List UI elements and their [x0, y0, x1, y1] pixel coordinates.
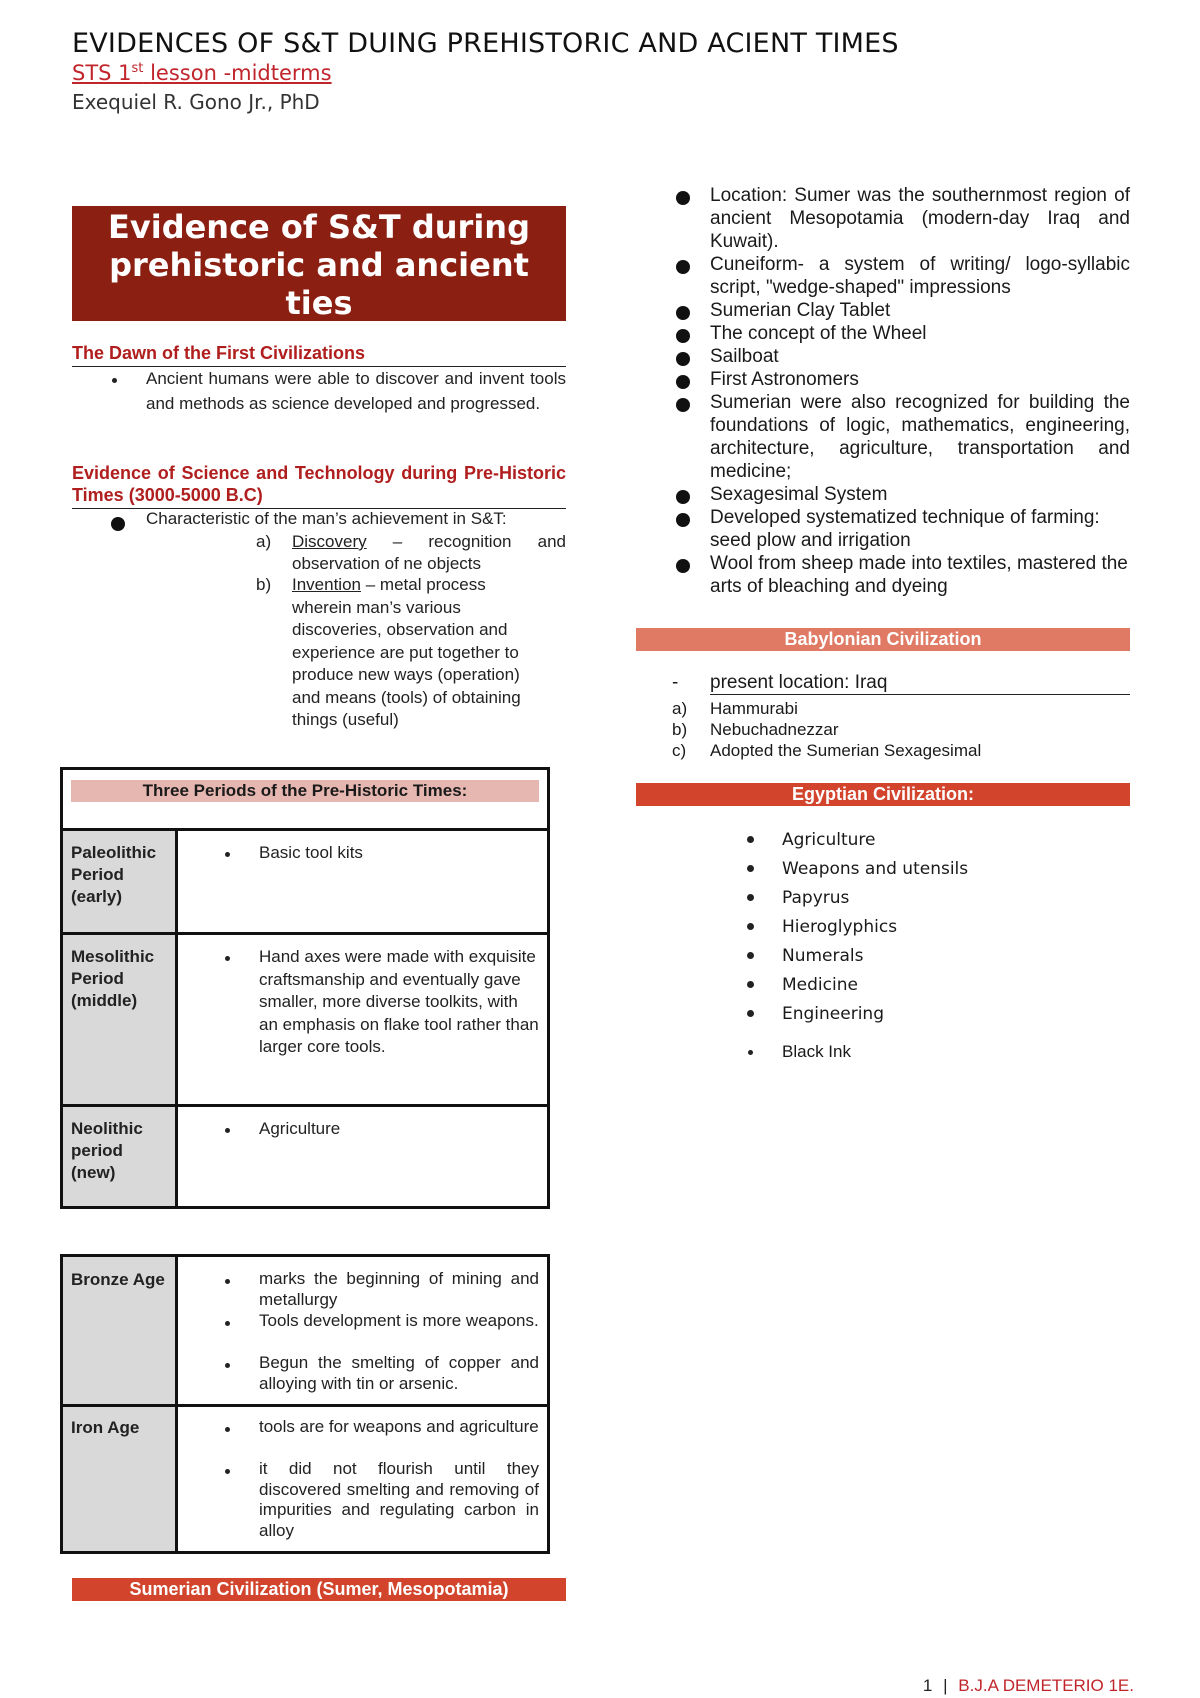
egyptian-list: [744, 828, 1124, 1065]
dawn-heading: The Dawn of the First Civilizations: [72, 342, 566, 367]
list-item: Location: Sumer was the southernmost region of ancient Mesopotamia (modern-day Iraq and Kuwait).: [676, 184, 1130, 253]
list-item: Cuneiform- a system of writing/ logo-syllabic script, "wedge-shaped" impressions: [676, 253, 1130, 299]
list-marker: b): [672, 720, 688, 739]
babylonian-location: present location: Iraq: [710, 672, 1130, 695]
dawn-bullet-text: Ancient humans were able to discover and invent tools and methods as science developed and progressed.: [146, 369, 566, 413]
discovery-item: Discovery – recognition and observation of ne objects: [292, 532, 566, 573]
babylonian-item: Nebuchadnezzar: [710, 720, 839, 739]
sumerian-list: [676, 184, 1130, 598]
list-marker: b): [256, 575, 272, 594]
invention-item: Invention – metal process wherein man’s various discoveries, observation and experience are put together to produce new ways (operation) and means (tools) of obtaining things (useful): [292, 575, 521, 729]
bullet-icon: [747, 981, 754, 988]
prehistoric-bullet-text: Characteristic of the man’s achievement in S&T:: [146, 509, 507, 528]
list-item: The concept of the Wheel: [676, 322, 1130, 345]
title-banner: Evidence of S&T during prehistoric and ancient ties: [72, 206, 566, 321]
list-item: Numerals: [744, 944, 1124, 973]
bullet-icon: [676, 375, 690, 389]
bronze-bullet-2: Tools development is more weapons.: [259, 1311, 539, 1330]
bullet-icon: [676, 329, 690, 343]
bronze-bullet-3: Begun the smelting of copper and alloying with tin or arsenic.: [259, 1353, 539, 1393]
prehistoric-heading: Evidence of Science and Technology during Pre-Historic Times (3000-5000 B.C): [72, 462, 566, 509]
table-rule: [175, 831, 178, 1206]
bullet-icon: [225, 1427, 230, 1432]
bullet-icon: [747, 952, 754, 959]
bullet-icon: [747, 1010, 754, 1017]
bullet-icon: [748, 1050, 753, 1055]
period-desc-mesolithic: Hand axes were made with exquisite craftsmanship and eventually gave smaller, more diverse toolkits, with an emphasis on flake tool rather than larger core tools.: [259, 947, 539, 1056]
bronze-bullet-1: marks the beginning of mining and metallurgy: [259, 1269, 539, 1309]
bullet-icon: [747, 894, 754, 901]
bullet-icon: [676, 352, 690, 366]
list-item: Black Ink: [744, 1041, 1124, 1065]
babylonian-item: Adopted the Sumerian Sexagesimal: [710, 741, 982, 760]
list-marker: a): [672, 699, 688, 718]
bullet-icon: [225, 1469, 230, 1474]
bullet-icon: [676, 398, 690, 412]
age-name-bronze: Bronze Age: [71, 1270, 165, 1289]
footer-separator: |: [943, 1676, 948, 1695]
egyptian-heading: Egyptian Civilization:: [636, 783, 1130, 806]
periods-table: [60, 767, 550, 1209]
sumerian-heading: Sumerian Civilization (Sumer, Mesopotamia): [72, 1578, 566, 1601]
bullet-icon: [676, 306, 690, 320]
table-rule: [175, 1257, 178, 1551]
period-desc-neolithic: Agriculture: [259, 1119, 341, 1138]
list-item: Weapons and utensils: [744, 857, 1124, 886]
document-subtitle: STS 1st lesson -midterms: [72, 61, 332, 85]
list-item: Sumerian were also recognized for building the foundations of logic, mathematics, engineering, architecture, agriculture, transportation and medicine;: [676, 391, 1130, 483]
document-title: EVIDENCES OF S&T DUING PREHISTORIC AND ACIENT TIMES: [72, 28, 899, 59]
document-author: Exequiel R. Gono Jr., PhD: [72, 90, 320, 114]
list-item: First Astronomers: [676, 368, 1130, 391]
iron-bullet-1: tools are for weapons and agriculture: [259, 1417, 539, 1436]
bullet-icon: [112, 378, 117, 383]
periods-table-header: Three Periods of the Pre-Historic Times:: [71, 780, 539, 802]
bullet-icon: [225, 956, 230, 961]
age-name-iron: Iron Age: [71, 1418, 140, 1437]
table-rule: [63, 1404, 547, 1407]
bullet-icon: [225, 1128, 230, 1133]
bullet-icon: [111, 517, 125, 531]
iron-bullet-2: it did not flourish until they discovered smelting and removing of impurities and regulating carbon in alloy: [259, 1459, 539, 1540]
babylonian-heading: Babylonian Civilization: [636, 628, 1130, 651]
list-item: Wool from sheep made into textiles, mastered the arts of bleaching and dyeing: [676, 552, 1130, 598]
list-marker: a): [256, 532, 272, 551]
list-item: Papyrus: [744, 886, 1124, 915]
page-number: 1: [922, 1676, 933, 1695]
bullet-icon: [676, 191, 690, 205]
bullet-icon: [676, 513, 690, 527]
list-item: Developed systematized technique of farming: seed plow and irrigation: [676, 506, 1130, 552]
list-marker: c): [672, 741, 687, 760]
list-marker: -: [672, 672, 679, 693]
bullet-icon: [676, 260, 690, 274]
period-desc-paleolithic: Basic tool kits: [259, 843, 363, 862]
list-item: Sexagesimal System: [676, 483, 1130, 506]
bullet-icon: [225, 852, 230, 857]
page-footer: [923, 1676, 1134, 1696]
bullet-icon: [747, 865, 754, 872]
ages-table: [60, 1254, 550, 1554]
list-item: Hieroglyphics: [744, 915, 1124, 944]
footer-author: B.J.A DEMETERIO 1E.: [958, 1676, 1134, 1695]
list-item: Sumerian Clay Tablet: [676, 299, 1130, 322]
bullet-icon: [747, 836, 754, 843]
list-item: Agriculture: [744, 828, 1124, 857]
period-name-neolithic: Neolithic period (new): [71, 1119, 143, 1182]
bullet-icon: [225, 1279, 230, 1284]
babylonian-item: Hammurabi: [710, 699, 798, 718]
period-name-mesolithic: Mesolithic Period (middle): [71, 947, 155, 1010]
list-item: Medicine: [744, 973, 1124, 1002]
bullet-icon: [225, 1321, 230, 1326]
list-item: Engineering: [744, 1002, 1124, 1031]
bullet-icon: [676, 490, 690, 504]
bullet-icon: [676, 559, 690, 573]
bullet-icon: [747, 923, 754, 930]
bullet-icon: [225, 1363, 230, 1368]
period-name-paleolithic: Paleolithic Period (early): [71, 843, 157, 906]
list-item: Sailboat: [676, 345, 1130, 368]
